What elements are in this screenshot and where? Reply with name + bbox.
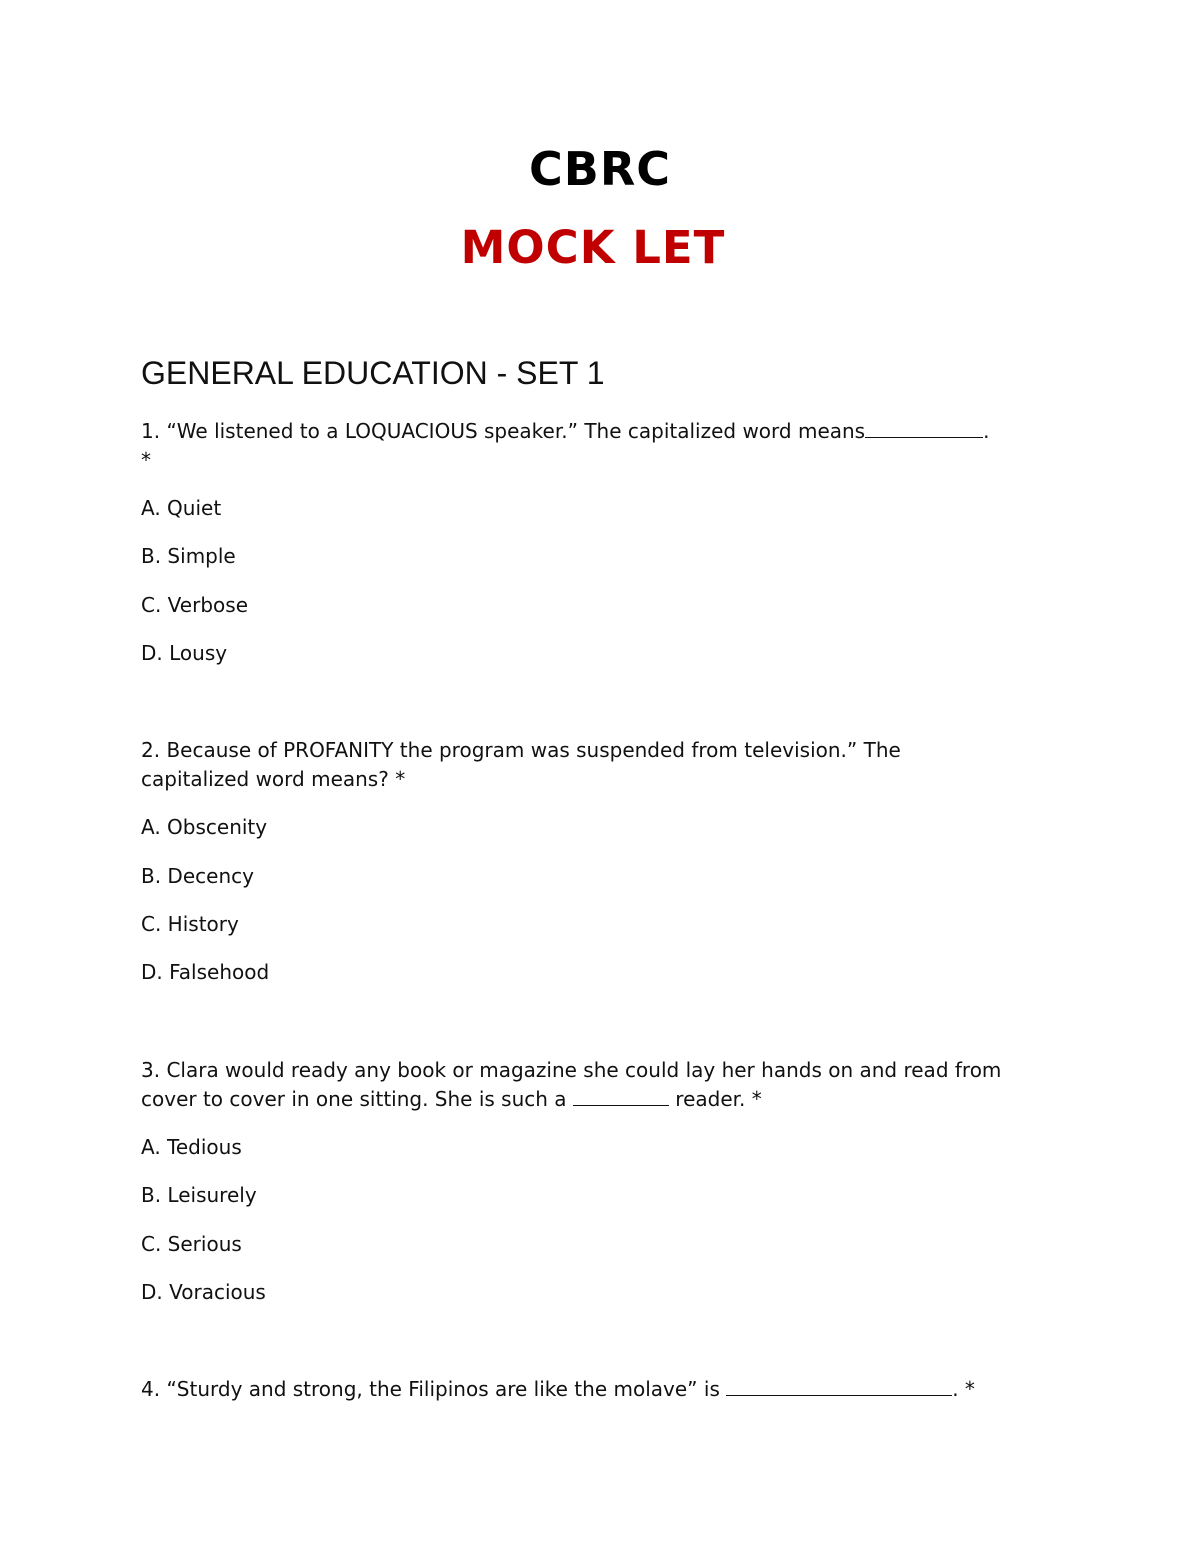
option-q2-c: C. History [141, 912, 239, 936]
answer-blank [726, 1375, 952, 1396]
answer-blank [573, 1085, 669, 1106]
section-heading: GENERAL EDUCATION - SET 1 [141, 355, 605, 391]
option-q1-b: B. Simple [141, 544, 236, 568]
question-4 [141, 1375, 1091, 1404]
page-title: CBRC [529, 142, 671, 196]
question-3 [141, 1056, 1031, 1114]
question-1-stem: 1. “We listened to a LOQUACIOUS speaker.” The capitalized word means [141, 419, 866, 443]
option-q1-a: A. Quiet [141, 496, 222, 520]
option-q2-a: A. Obscenity [141, 815, 268, 839]
option-q2-b: B. Decency [141, 864, 254, 888]
question-1 [141, 417, 1041, 475]
question-4-stem-end: . * [952, 1377, 975, 1401]
question-1-stem-end: . [983, 419, 990, 443]
option-q1-c: C. Verbose [141, 593, 248, 617]
question-2 [141, 736, 1001, 794]
option-q3-b: B. Leisurely [141, 1183, 257, 1207]
option-q3-d: D. Voracious [141, 1280, 266, 1304]
question-3-stem-end: reader. * [675, 1087, 762, 1111]
option-q2-d: D. Falsehood [141, 960, 270, 984]
required-marker: * [141, 448, 151, 472]
question-2-stem: 2. Because of PROFANITY the program was suspended from television.” The capitalized word means? * [141, 738, 901, 791]
option-q1-d: D. Lousy [141, 641, 228, 665]
question-4-stem: 4. “Sturdy and strong, the Filipinos are like the molave” is [141, 1377, 720, 1401]
option-q3-a: A. Tedious [141, 1135, 242, 1159]
answer-blank [865, 417, 983, 438]
page-subtitle: MOCK LET [460, 221, 726, 274]
question-3-stem: 3. Clara would ready any book or magazine she could lay her hands on and read from cover to cover in one sitting. She is such a [141, 1058, 1002, 1111]
option-q3-c: C. Serious [141, 1232, 242, 1256]
